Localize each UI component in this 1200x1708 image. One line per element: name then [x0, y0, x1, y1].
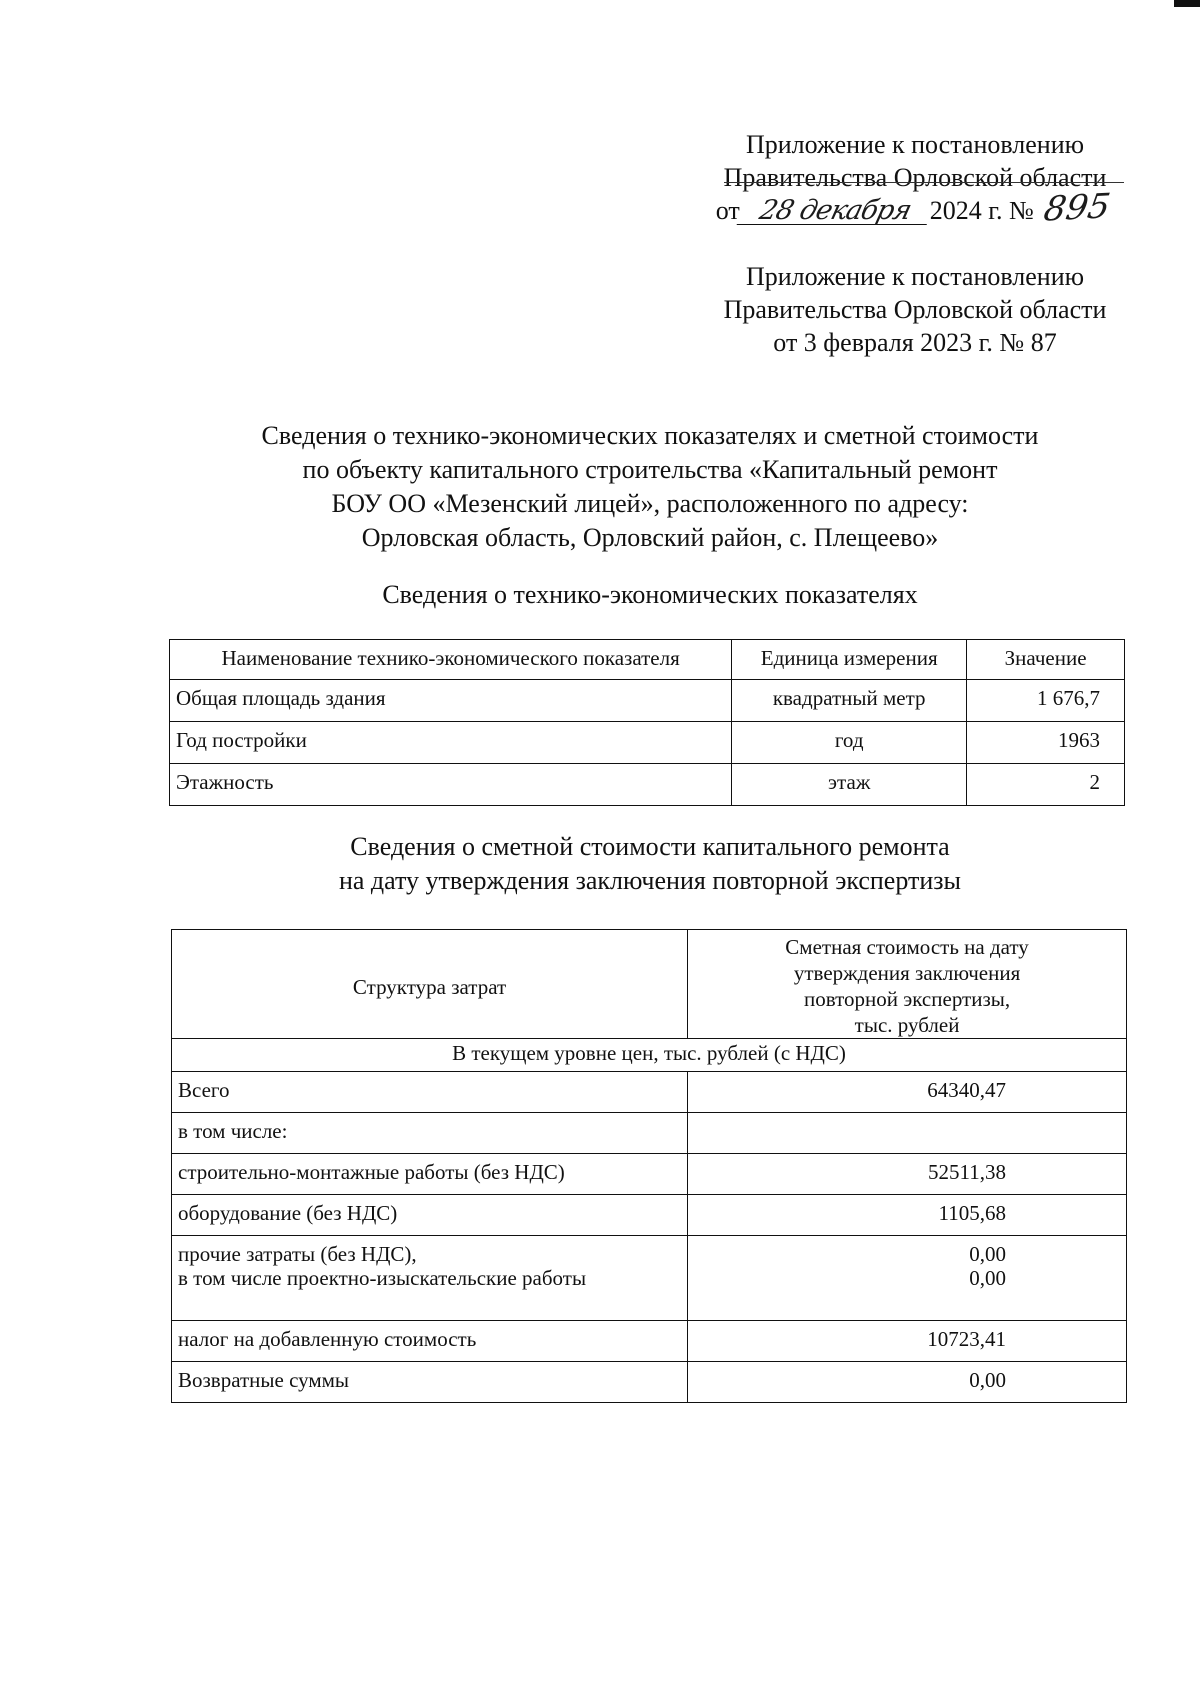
scan-corner-mark: [1174, 0, 1200, 7]
indicators-table: [169, 639, 1125, 806]
appendix-current-line1: Приложение к постановлению: [745, 130, 1085, 159]
cost-header-line: тыс. рублей: [854, 1013, 960, 1037]
cost-label-line: в том числе проектно-изыскательские работы: [178, 1266, 587, 1290]
cost-value: [688, 1236, 1127, 1321]
cost-table: [171, 929, 1127, 1403]
handwritten-date: 28 декабря: [736, 198, 933, 225]
table-row: [172, 1072, 1127, 1113]
appendix-current-year: 2024 г. №: [929, 196, 1034, 225]
table-row: [172, 1321, 1127, 1362]
table-row: [170, 764, 1125, 806]
indicator-unit: этаж: [732, 764, 967, 806]
cost-header-line: Сметная стоимость на дату: [785, 935, 1029, 959]
cost-label: [172, 1236, 688, 1321]
title-line4: Орловская область, Орловский район, с. Плещеево»: [361, 523, 939, 552]
indicator-name: Год постройки: [170, 722, 732, 764]
table-row: [170, 680, 1125, 722]
document-title: [100, 419, 1200, 555]
cost-value: 10723,41: [688, 1321, 1127, 1362]
indicator-value: 1963: [967, 722, 1125, 764]
table-row: [172, 1236, 1127, 1321]
indicator-value: 2: [967, 764, 1125, 806]
cost-title-line2: на дату утверждения заключения повторной экспертизы: [338, 866, 962, 895]
title-line3: БОУ ОО «Мезенский лицей», расположенного по адресу:: [331, 489, 969, 518]
table-row: [172, 1362, 1127, 1403]
indicator-name: Этажность: [170, 764, 732, 806]
cost-title-line1: Сведения о сметной стоимости капитального ремонта: [350, 832, 950, 861]
cost-header-structure: Структура затрат: [172, 930, 688, 1039]
appendix-current: [680, 128, 1150, 230]
cost-label: в том числе:: [172, 1113, 688, 1154]
cost-value: 64340,47: [688, 1072, 1127, 1113]
cost-value: [688, 1113, 1127, 1154]
cost-label: оборудование (без НДС): [172, 1195, 688, 1236]
indicators-header-row: [170, 640, 1125, 680]
table-row: [172, 1154, 1127, 1195]
cost-value: 1105,68: [688, 1195, 1127, 1236]
cost-header-line: утверждения заключения: [793, 961, 1021, 985]
indicators-header-unit: Единица измерения: [732, 640, 967, 680]
table-row: [172, 1195, 1127, 1236]
appendix-original-line2: Правительства Орловской области: [723, 295, 1107, 324]
cost-section-title: [100, 830, 1200, 898]
cost-value-line: 0,00: [969, 1266, 1006, 1290]
indicators-header-value: Значение: [967, 640, 1125, 680]
appendix-original-line1: Приложение к постановлению: [745, 262, 1085, 291]
signature-stroke: [724, 182, 1125, 183]
cost-label: Возвратные суммы: [172, 1362, 688, 1403]
cost-value: 52511,38: [688, 1154, 1127, 1195]
price-level-band: В текущем уровне цен, тыс. рублей (с НДС): [172, 1039, 1127, 1072]
indicator-value: 1 676,7: [967, 680, 1125, 722]
cost-band-row: [172, 1039, 1127, 1072]
indicators-header-name: Наименование технико-экономического показателя: [170, 640, 732, 680]
appendix-current-line2: Правительства Орловской области: [723, 163, 1107, 192]
cost-value-line: 0,00: [969, 1242, 1006, 1266]
indicators-section-title: Сведения о технико-экономических показателях: [382, 580, 918, 609]
handwritten-number: 895: [1041, 186, 1114, 230]
appendix-current-prefix: от: [715, 196, 740, 225]
cost-label: строительно-монтажные работы (без НДС): [172, 1154, 688, 1195]
title-line1: Сведения о технико-экономических показателях и сметной стоимости: [261, 421, 1039, 450]
appendix-original-line3: от 3 февраля 2023 г. № 87: [773, 328, 1057, 357]
cost-value: 0,00: [688, 1362, 1127, 1403]
indicator-name: Общая площадь здания: [170, 680, 732, 722]
cost-label: Всего: [172, 1072, 688, 1113]
cost-header-row: [172, 930, 1127, 1039]
table-row: [170, 722, 1125, 764]
indicator-unit: квадратный метр: [732, 680, 967, 722]
table-row: [172, 1113, 1127, 1154]
cost-label-line: прочие затраты (без НДС),: [178, 1242, 417, 1266]
cost-header-cost: [688, 930, 1127, 1039]
title-line2: по объекту капитального строительства «Капитальный ремонт: [302, 455, 998, 484]
cost-label: налог на добавленную стоимость: [172, 1321, 688, 1362]
cost-header-line: повторной экспертизы,: [803, 987, 1011, 1011]
appendix-current-date-line: [680, 186, 1150, 230]
indicator-unit: год: [732, 722, 967, 764]
appendix-original: [680, 260, 1150, 359]
